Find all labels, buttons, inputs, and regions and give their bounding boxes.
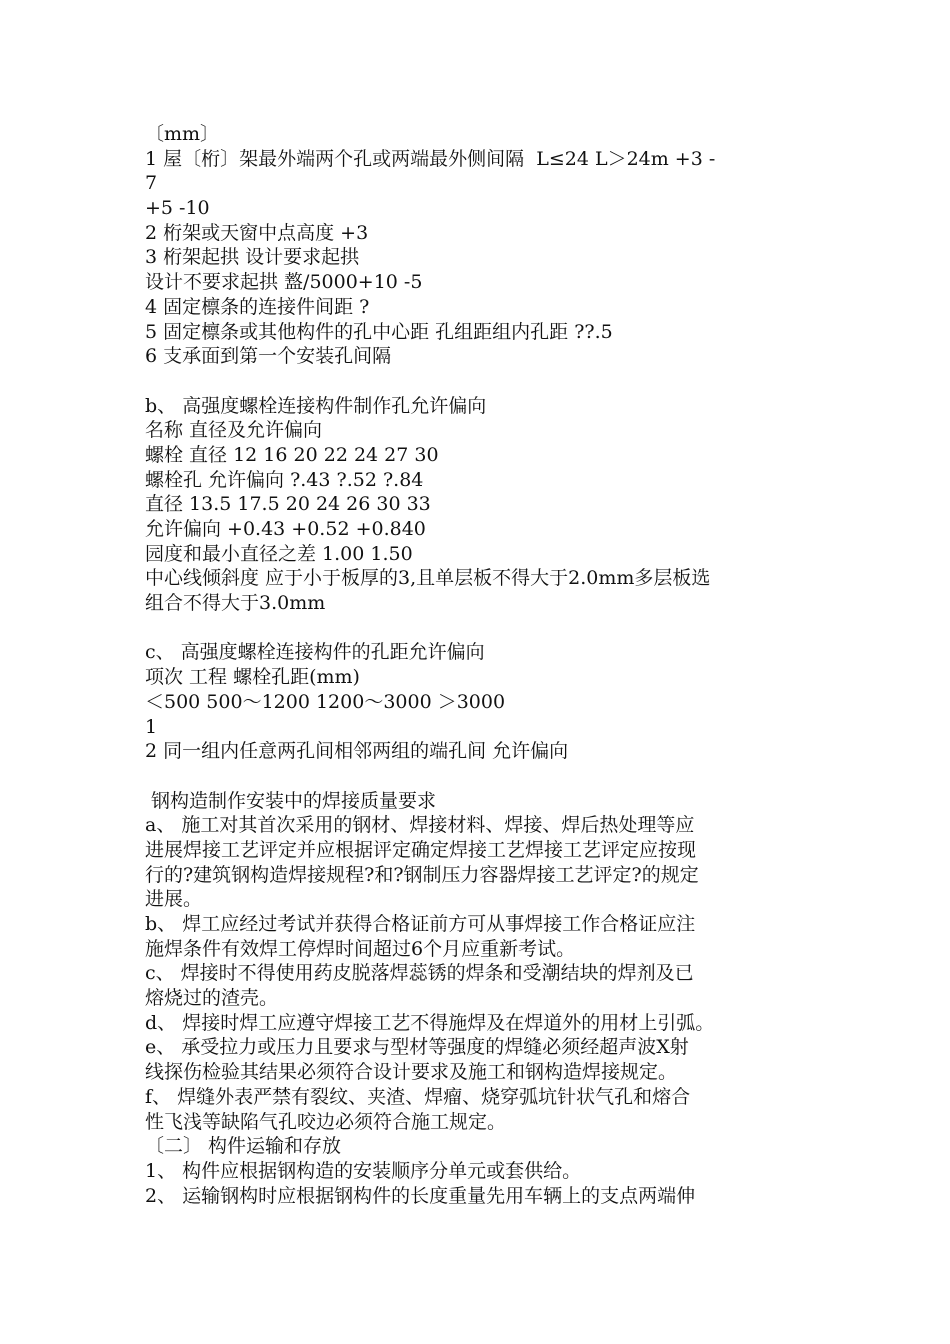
section-heading: 钢构造制作安装中的焊接质量要求	[145, 789, 437, 812]
text-line: 7	[145, 172, 158, 195]
text-line: 5 固定檩条或其他构件的孔中心距 孔组距组内孔距 ??.5	[145, 320, 613, 343]
text-line: 熔烧过的渣壳。	[145, 987, 279, 1010]
section-heading: b、 高强度螺栓连接构件制作孔允许偏向	[145, 394, 487, 417]
text-line: b、 焊工应经过考试并获得合格证前方可从事焊接工作合格证应注	[145, 913, 696, 935]
text-line: 直径 13.5 17.5 20 24 26 30 33	[145, 493, 431, 516]
blank-line	[145, 369, 815, 394]
document-body	[145, 122, 815, 1208]
blank-line	[145, 764, 815, 789]
text-line: 螺栓 直径 12 16 20 22 24 27 30	[145, 443, 439, 466]
text-line: 螺栓孔 允许偏向 ?.43 ?.52 ?.84	[145, 468, 424, 491]
text-line: 线探伤检验其结果必须符合设计要求及施工和钢构造焊接规定。	[145, 1061, 678, 1084]
text-line: 1 屋〔桁〕架最外端两个孔或两端最外侧间隔 L≤24 L＞24m +3 -	[145, 147, 716, 170]
text-line: 行的?建筑钢构造焊接规程?和?钢制压力容器焊接工艺评定?的规定	[145, 863, 699, 886]
text-line: ＜500 500～1200 1200～3000 ＞3000	[145, 690, 506, 713]
text-line: 〔mm〕	[145, 123, 220, 145]
text-line: 2 同一组内任意两孔间相邻两组的端孔间 允许偏向	[145, 740, 569, 763]
text-line: 进展。	[145, 888, 203, 911]
section-heading: 〔二〕 构件运输和存放	[145, 1135, 342, 1158]
text-line: 项次 工程 螺栓孔距(mm)	[145, 666, 360, 689]
text-line: 6 支承面到第一个安装孔间隔	[145, 345, 392, 368]
text-line: c、 焊接时不得使用药皮脱落焊蕊锈的焊条和受潮结块的焊剂及已	[145, 962, 694, 985]
text-line: 设计不要求起拱 盩/5000+10 -5	[145, 271, 423, 294]
text-line: 允许偏向 +0.43 +0.52 +0.840	[145, 518, 426, 540]
text-line: 3 桁架起拱 设计要求起拱	[145, 246, 360, 269]
text-line: 施焊条件有效焊工停焊时间超过6个月应重新考试。	[145, 937, 576, 960]
text-line: 2 桁架或天窗中点高度 +3	[145, 221, 369, 244]
text-line: 4 固定檩条的连接件间距 ?	[145, 295, 370, 318]
text-line: f、 焊缝外表严禁有裂纹、夹渣、焊瘤、烧穿弧坑针状气孔和熔合	[145, 1085, 691, 1108]
text-line: 园度和最小直径之差 1.00 1.50	[145, 542, 413, 565]
text-line: e、 承受拉力或压力且要求与型材等强度的焊缝必须经超声波X射	[145, 1036, 689, 1059]
text-line: +5 -10	[145, 197, 210, 220]
text-line: 1、 构件应根据钢构造的安装顺序分单元或套供给。	[145, 1159, 582, 1182]
text-line: 2、 运输钢构时应根据钢构件的长度重量先用车辆上的支点两端伸	[145, 1184, 696, 1207]
text-line: 性飞浅等缺陷气孔咬边必须符合施工规定。	[145, 1110, 507, 1133]
text-line: 名称 直径及允许偏向	[145, 419, 323, 442]
text-line: 进展焊接工艺评定并应根据评定确定焊接工艺焊接工艺评定应按现	[145, 838, 697, 861]
text-line: 1	[145, 715, 158, 738]
blank-line	[145, 616, 815, 641]
text-line: 组合不得大于3.0mm	[145, 592, 326, 615]
section-heading: c、 高强度螺栓连接构件的孔距允许偏向	[145, 641, 485, 664]
text-line: d、 焊接时焊工应遵守焊接工艺不得施焊及在焊道外的用材上引弧。	[145, 1011, 715, 1034]
text-line: a、 施工对其首次采用的钢材、焊接材料、焊接、焊后热处理等应	[145, 814, 695, 837]
text-line: 中心线倾斜度 应于小于板厚的3,且单层板不得大于2.0mm多层板选	[145, 567, 711, 590]
